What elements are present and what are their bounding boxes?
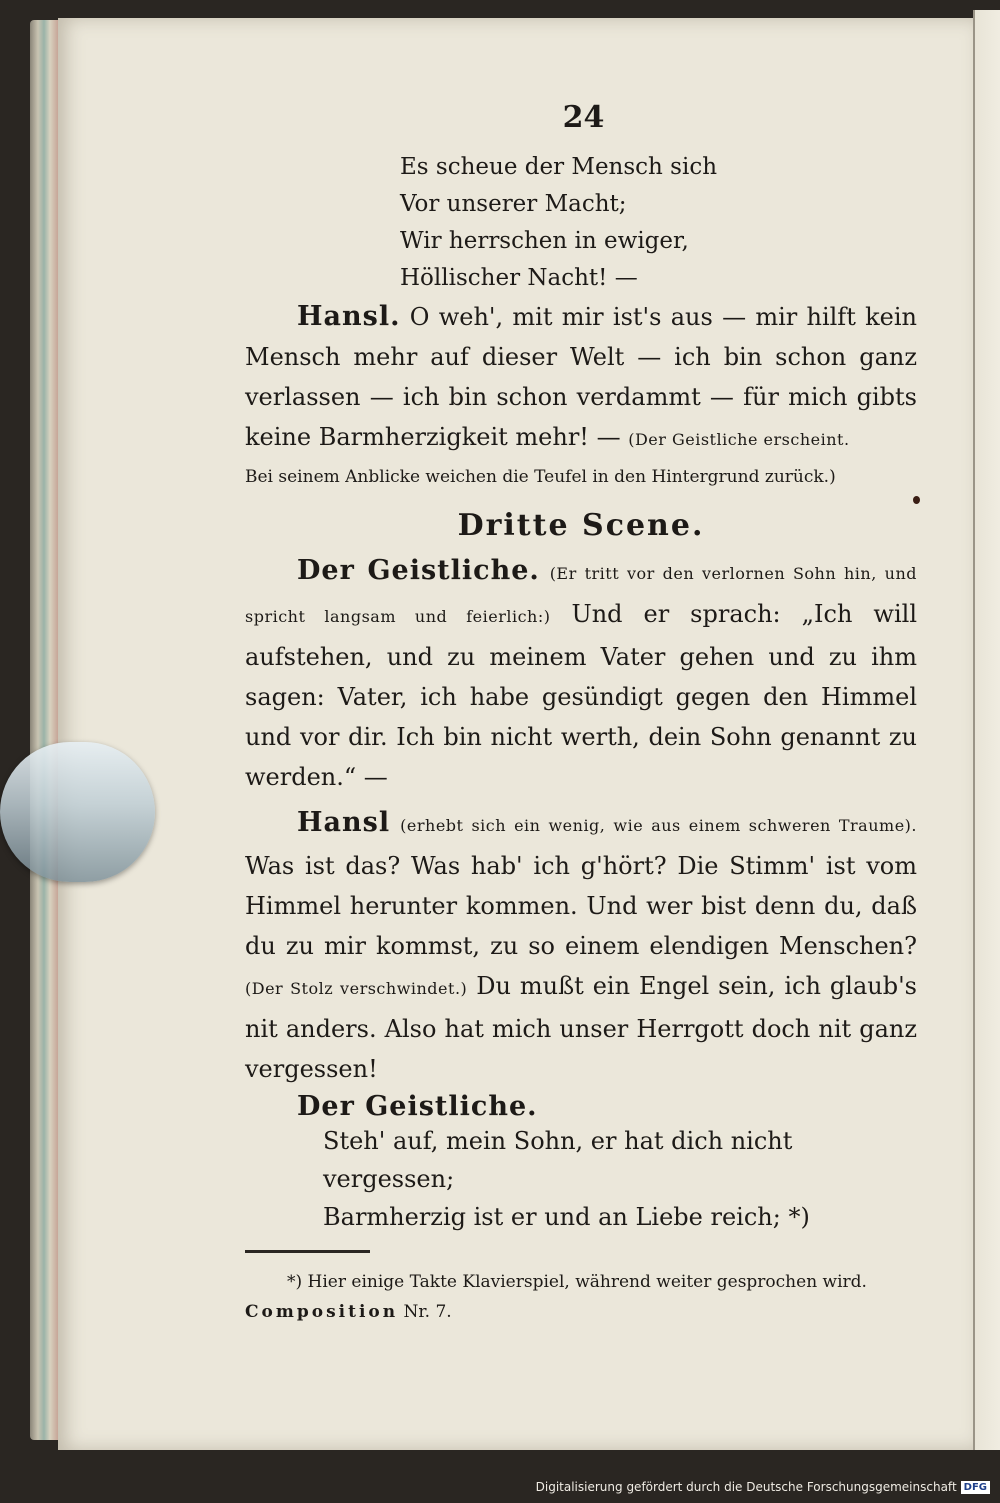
verse-line: Vor unserer Macht; [400,191,627,217]
verse-line: Es scheue der Mensch sich [400,154,718,180]
facing-page-edge [973,10,1000,1450]
stage-direction: (Er tritt vor den verlornen Sohn hin, und spricht langsam und feierlich:) [245,564,917,626]
speaker-name: Der Geistliche. [297,555,540,586]
speech-text: Was ist das? Was hab' ich g'hört? Die Stimm' ist vom Himmel herunter kommen. Und wer bist denn du, daß du zu mir kommst, zu so einem elendigen Menschen? [245,852,917,960]
speech-text: O weh', mit mir ist's aus — mir hilft kein Mensch mehr auf dieser Welt — ich bin schon ganz verlassen — ich bin schon verdammt — für mich gibts keine Barmherzigkeit mehr! — [245,303,917,451]
hansl-speech-1 [245,297,917,460]
verse-block [400,149,917,297]
speech-text: Du mußt ein Engel sein, ich glaub's nit anders. Also hat mich unser Herrgott doch nit ganz vergessen! [245,972,917,1083]
page-holder-clip [0,742,155,882]
page-number: 24 [562,100,605,135]
page-content [245,100,917,1327]
speech-line: Barmherzig ist er und an Liebe reich; *) [323,1203,810,1231]
verse-line: Höllischer Nacht! — [400,265,638,291]
hansl-speech-2 [245,803,917,1089]
stage-direction: (Der Geistliche erscheint. [628,430,850,449]
verse-line: Wir herrschen in ewiger, [400,228,689,254]
stage-direction: (Der Stolz verschwindet.) [245,979,468,998]
dfg-logo-icon: DFG [961,1481,990,1494]
footnote-rule [245,1250,370,1253]
footnote [245,1267,917,1327]
digitization-credit [536,1480,990,1494]
footnote-text: *) Hier einige Takte Klavierspiel, während weiter gesprochen wird. [287,1272,867,1292]
stage-direction: (erhebt sich ein wenig, wie aus einem schweren Traume). [400,816,917,835]
speaker-name: Hansl [297,807,391,838]
geistliche-speech-1 [245,551,917,797]
speaker-name: Der Geistliche. [297,1091,538,1122]
footnote-number: Nr. 7. [403,1302,452,1322]
stage-direction: Bei seinem Anblicke weichen die Teufel in den Hintergrund zurück.) [245,467,836,487]
geistliche-speaker-heading [245,1091,917,1122]
geistliche-speech-2 [323,1122,917,1236]
speech-text: Und er sprach: „Ich will aufstehen, und zu meinem Vater gehen und zu ihm sagen: Vater, ich habe gesündigt gegen den Himmel und vor dir. Ich bin nicht werth, dein Sohn genannt zu werden.“ — [245,600,917,791]
speaker-name: Hansl. [297,301,401,332]
credit-text: Digitalisierung gefördert durch die Deutsche Forschungsgemeinschaft [535,1480,957,1494]
footnote-composition: Composition [245,1302,399,1322]
speech-line: Steh' auf, mein Sohn, er hat dich nicht vergessen; [323,1127,793,1193]
scene-title: Dritte Scene. [457,508,705,543]
